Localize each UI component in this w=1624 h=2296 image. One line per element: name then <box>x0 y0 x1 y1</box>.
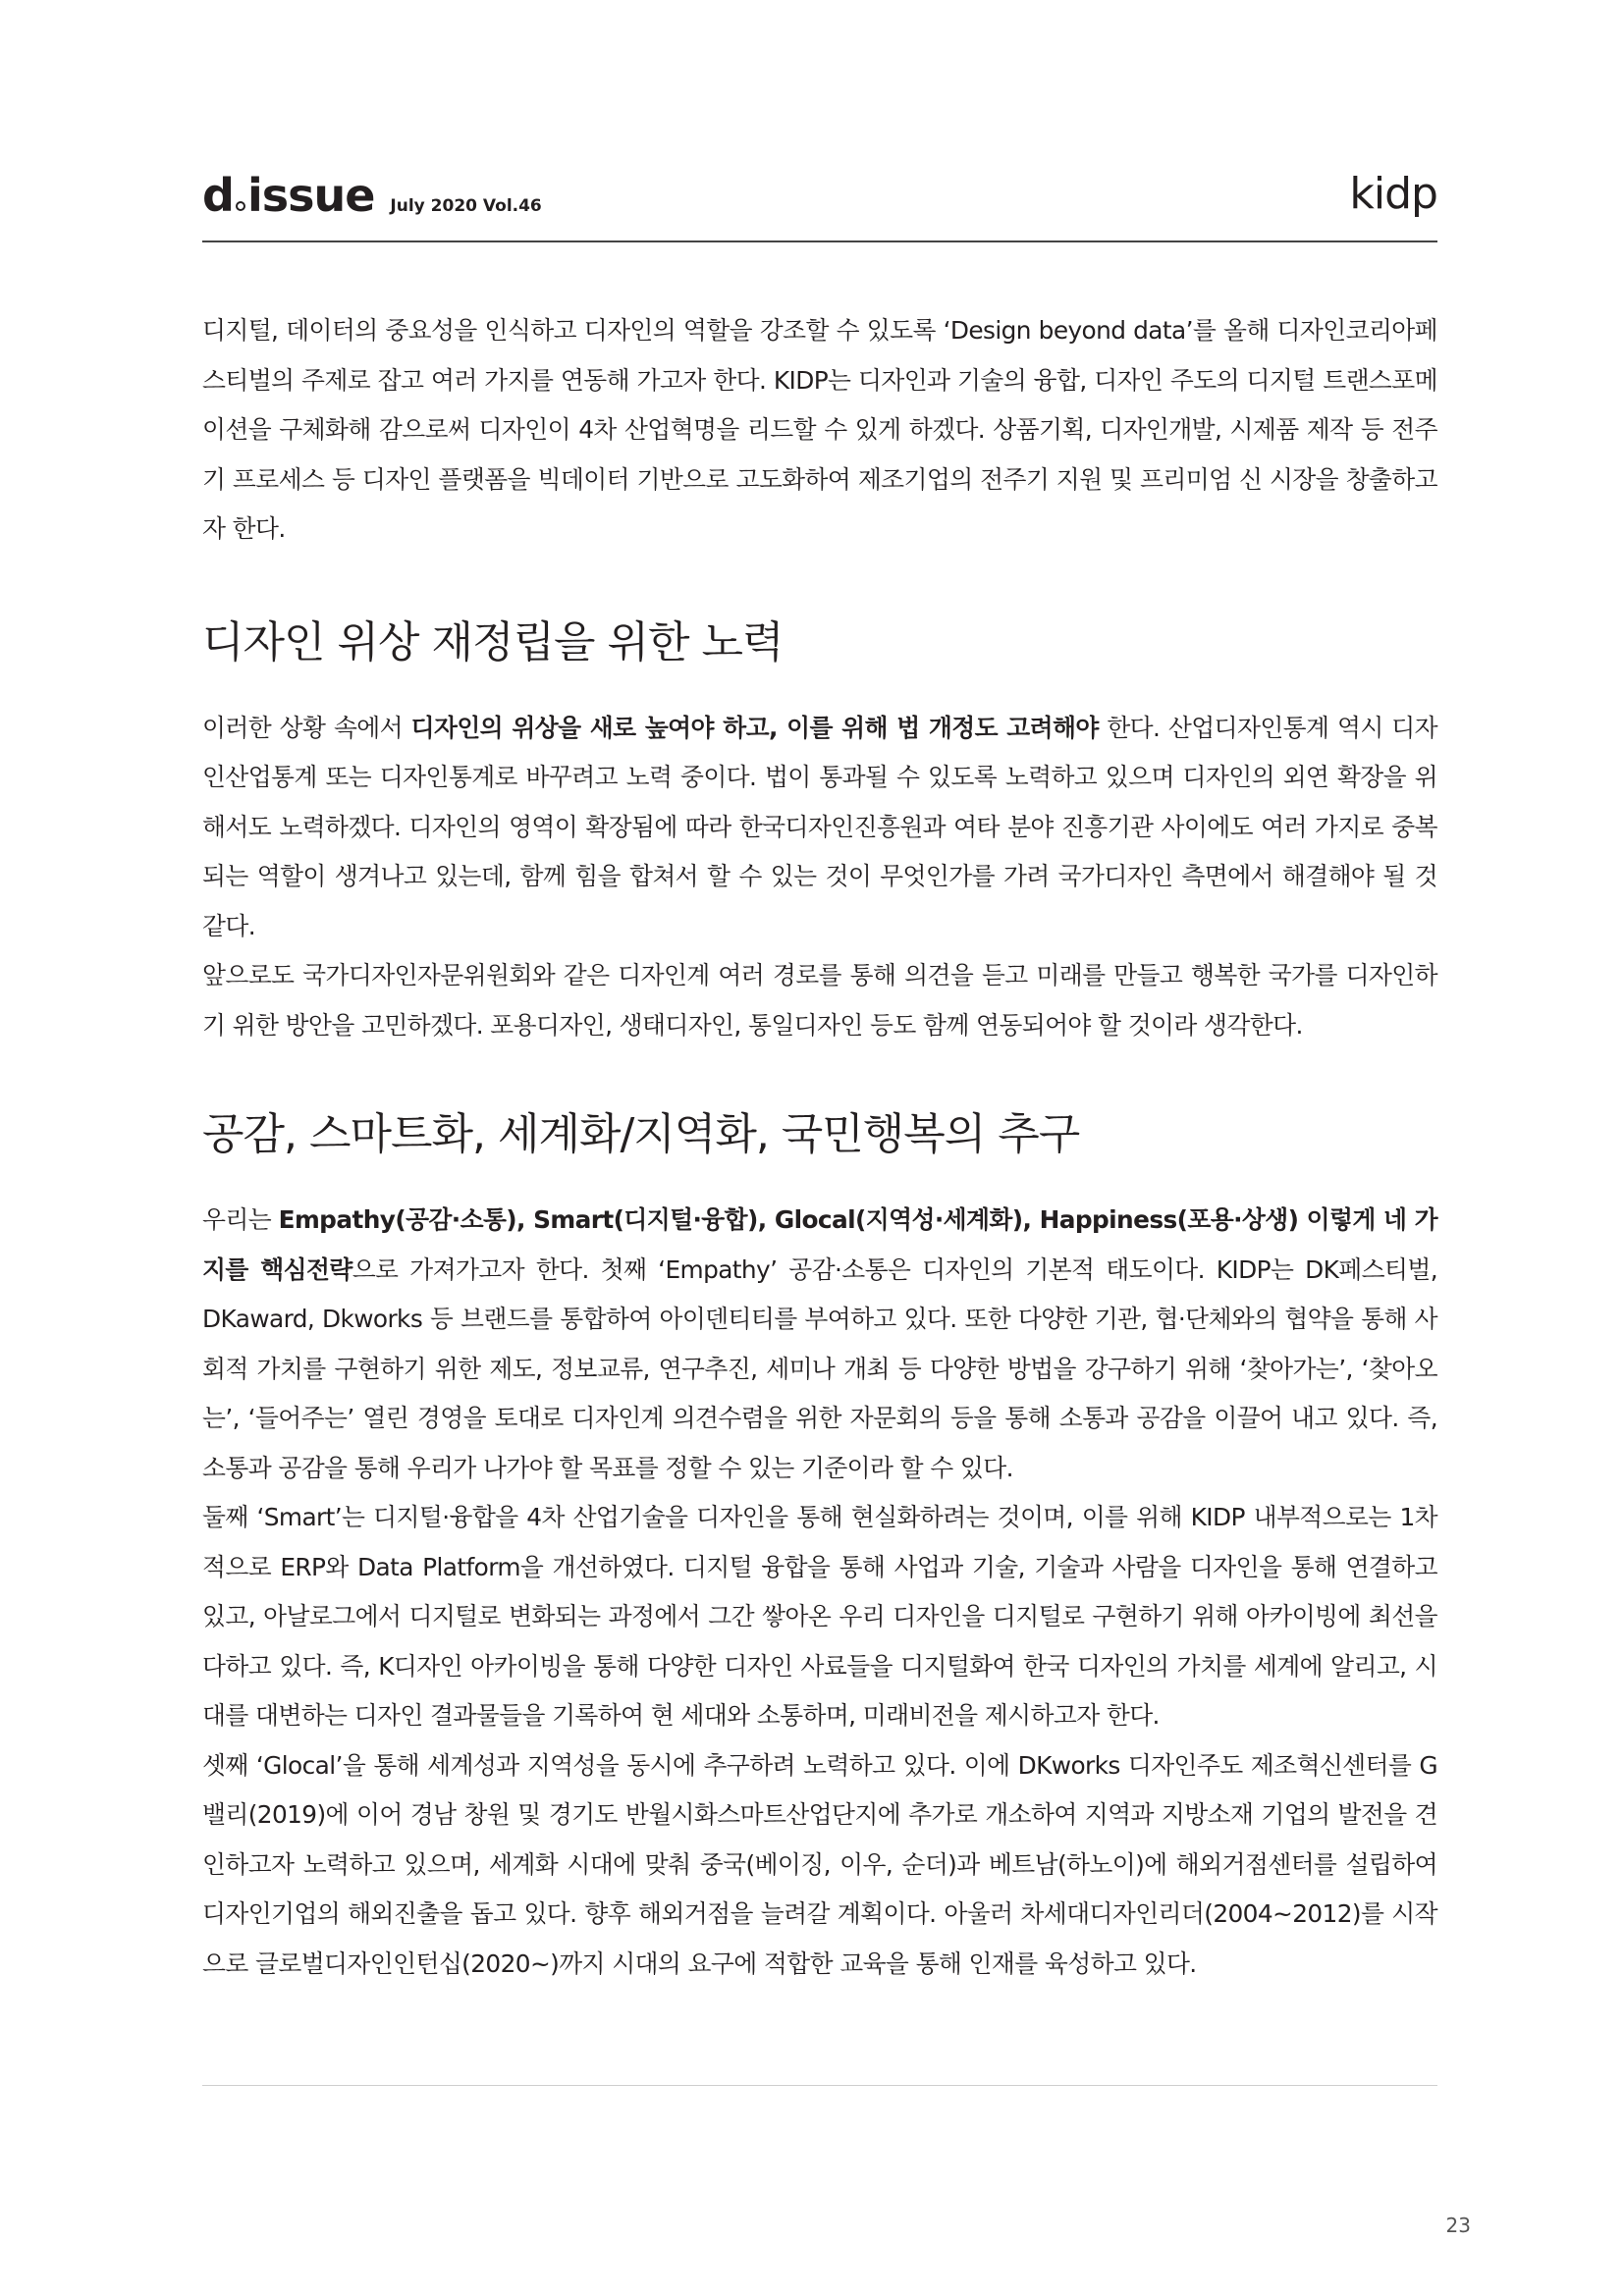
section1-p1-text: 이러한 상황 속에서 <box>202 713 411 742</box>
section-heading-design-status: 디자인 위상 재정립을 위한 노력 <box>202 616 784 667</box>
section2-paragraph-2: 둘째 ‘Smart’는 디지털·융합을 4차 산업기술을 디자인을 통해 현실화하려는 것이며, 이를 위해 KIDP 내부적으로는 1차적으로 ERP와 Data Platform을 개선하였다. 디지털 융합을 통해 사업과 기술, 기술과 사람을 디자인을 통해 연결하고 있고, 아날로그에서 디지털로 변화되는 과정에서 그간 쌓아온 우리 디자인을 디지털로 구현하기 위해 아카이빙에 최선을 다하고 있다. 즉, K디자인 아카이빙을 통해 다양한 디자인 사료들을 디지털화여 한국 디자인의 가치를 세계에 알리고, 시대를 대변하는 디자인 결과물들을 기록하여 현 세대와 소통하며, 미래비전을 제시하고자 한다. <box>202 1503 1437 1730</box>
header-divider <box>202 240 1437 242</box>
intro-paragraph: 디지털, 데이터의 중요성을 인식하고 디자인의 역할을 강조할 수 있도록 ‘Design beyond data’를 올해 디자인코리아페스티벌의 주제로 잡고 여러 가지를 연동해 가고자 한다. KIDP는 디자인과 기술의 융합, 디자인 주도의 디지털 트랜스포메이션을 구체화해 감으로써 디자인이 4차 산업혁명을 리드할 수 있게 하겠다. 상품기획, 디자인개발, 시제품 제작 등 전주기 프로세스 등 디자인 플랫폼을 빅데이터 기반으로 고도화하여 제조기업의 전주기 지원 및 프리미엄 신 시장을 창출하고자 한다. <box>202 316 1437 543</box>
section2-p1-text: 우리는 <box>202 1205 279 1234</box>
page-number: 23 <box>1445 2214 1471 2237</box>
section2-p1-text-rest: 으로 가져가고자 한다. 첫째 ‘Empathy’ 공감·소통은 디자인의 기본적 태도이다. KIDP는 DK페스티벌, DKaward, Dkworks 등 브랜드를 통합하여 아이덴티티를 부여하고 있다. 또한 다양한 기관, 협·단체와의 협약을 통해 사회적 가치를 구현하기 위한 제도, 정보교류, 연구추진, 세미나 개최 등 다양한 방법을 강구하기 위해 ‘찾아가는’, ‘찾아오는’, ‘들어주는’ 열린 경영을 토대로 디자인계 의견수렴을 위한 자문회의 등을 통해 소통과 공감을 이끌어 내고 있다. 즉, 소통과 공감을 통해 우리가 나가야 할 목표를 정할 수 있는 기준이라 할 수 있다. <box>202 1255 1438 1482</box>
section1-p1-text-rest: 한다. 산업디자인통계 역시 디자인산업통계 또는 디자인통계로 바꾸려고 노력 중이다. 법이 통과될 수 있도록 노력하고 있으며 디자인의 외연 확장을 위해서도 노력하겠다. 디자인의 영역이 확장됨에 따라 한국디자인진흥원과 여타 분야 진흥기관 사이에도 여러 가지로 중복되는 역할이 생겨나고 있는데, 함께 힘을 합쳐서 할 수 있는 것이 무엇인가를 가려 국가디자인 측면에서 해결해야 될 것 같다. <box>202 713 1437 940</box>
section2-paragraph-3: 셋째 ‘Glocal’을 통해 세계성과 지역성을 동시에 추구하려 노력하고 있다. 이에 DKworks 디자인주도 제조혁신센터를 G밸리(2019)에 이어 경남 창원 및 경기도 반월시화스마트산업단지에 추가로 개소하여 지역과 지방소재 기업의 발전을 견인하고자 노력하고 있으며, 세계화 시대에 맞춰 중국(베이징, 이우, 순더)과 베트남(하노이)에 해외거점센터를 설립하여 디자인기업의 해외진출을 돕고 있다. 향후 해외거점을 늘려갈 계획이다. 아울러 차세대디자인리더(2004~2012)를 시작으로 글로벌디자인인턴십(2020~)까지 시대의 요구에 적합한 교육을 통해 인재를 육성하고 있다. <box>202 1750 1437 1978</box>
section1-p1-emphasis: 디자인의 위상을 새로 높여야 하고, 이를 위해 법 개정도 고려해야 <box>410 713 1099 742</box>
issue-date: July 2020 Vol.46 <box>390 196 542 216</box>
masthead-d: d <box>202 169 234 222</box>
masthead-issue: issue <box>246 169 375 222</box>
section2-p1-emphasis: Empathy(공감·소통), Smart(디지털·융합), Glocal(지역성·세계화), Happiness(포용·상생) 이렇게 네 가지를 핵심전략 <box>202 1205 1437 1284</box>
section2-paragraph-1 <box>202 1196 1437 1493</box>
kidp-logo: kidp <box>1349 169 1437 219</box>
masthead <box>202 169 542 222</box>
section-heading-strategy: 공감, 스마트화, 세계화/지역화, 국민행복의 추구 <box>202 1109 1080 1159</box>
article-body <box>202 306 1437 1989</box>
section1-paragraph-1 <box>202 704 1437 952</box>
section1-paragraph-2: 앞으로도 국가디자인자문위원회와 같은 디자인계 여러 경로를 통해 의견을 듣고 미래를 만들고 행복한 국가를 디자인하기 위한 방안을 고민하겠다. 포용디자인, 생태디자인, 통일디자인 등도 함께 연동되어야 할 것이라 생각한다. <box>202 961 1437 1040</box>
page-header <box>202 169 1437 240</box>
masthead-dot-icon <box>236 201 245 211</box>
footer-divider <box>202 2085 1437 2086</box>
